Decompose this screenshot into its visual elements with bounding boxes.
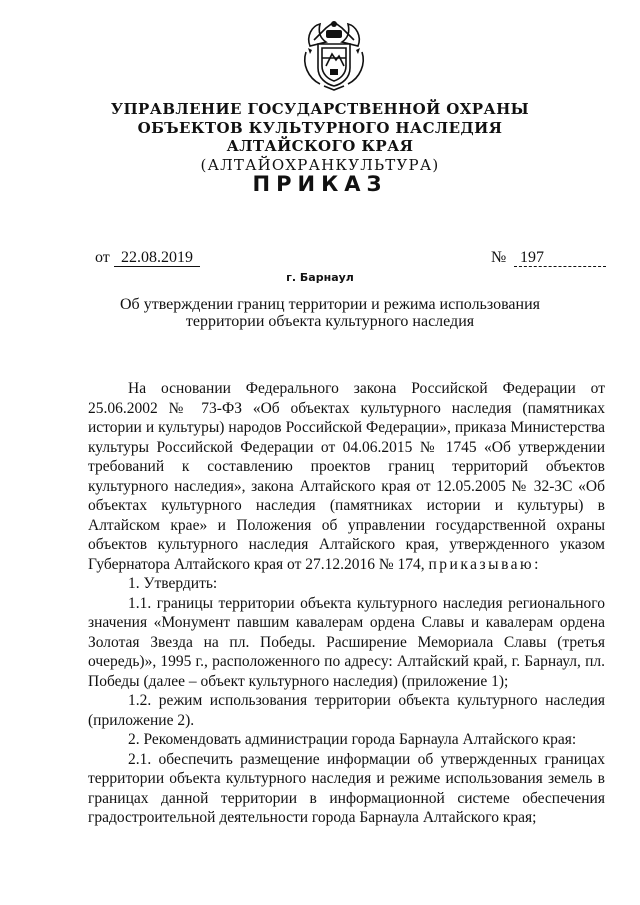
item-1-1: 1.1. границы территории объекта культурного наследия регионального значения «Монумент павшим кавалерам ордена Славы и кавалерам ордена Золотая Звезда на пл. Победы. Расширение Мемориала Славы (третья очередь)», 1995 г., расположенного по адресу: Алтайский край, г. Барнаул, пл. Победы (далее – объект культурного наследия) (приложение 1); [88, 594, 605, 690]
order-body [88, 379, 605, 828]
authority-short-name: (АЛТАЙОХРАНКУЛЬТУРА) [200, 155, 440, 174]
city-name: г. Барнаул [286, 271, 354, 284]
item-1: 1. Утвердить: [128, 575, 218, 592]
document-type-title: ПРИКАЗ [252, 172, 388, 196]
issuing-authority [0, 100, 640, 174]
number-label: № [491, 249, 507, 266]
item-2: 2. Рекомендовать администрации города Барнаула Алтайского края: [128, 731, 577, 748]
order-subject [80, 296, 580, 330]
preamble-paragraph [88, 379, 605, 574]
subject-line: Об утверждении границ территории и режима использования [120, 296, 540, 313]
subject-line: территории объекта культурного наследия [185, 313, 475, 330]
order-date: 22.08.2019 [114, 249, 200, 267]
coat-of-arms-emblem [296, 16, 372, 92]
item-2-1: 2.1. обеспечить размещение информации об утвержденных границах территории объекта культурного наследия и режиме использования земель в границах данной территории в информационной системе обеспечения градостроительной деятельности города Барнаула Алтайского края; [88, 750, 605, 826]
order-number: 197 [514, 249, 606, 267]
order-word: приказываю: [428, 555, 541, 573]
date-label: от [95, 249, 110, 266]
item-1-2: 1.2. режим использования территории объекта культурного наследия (приложение 2). [88, 692, 605, 729]
authority-line: ОБЪЕКТОВ КУЛЬТУРНОГО НАСЛЕДИЯ [137, 118, 503, 137]
authority-line: АЛТАЙСКОГО КРАЯ [226, 137, 414, 155]
preamble-text: На основании Федерального закона Российской Федерации от 25.06.2002 № 73-ФЗ «Об объектах культурного наследия (памятниках истории и культуры) народов Российской Федерации», приказа Министерства культуры Российской Федерации от 04.06.2015 № 1745 «Об утверждении требований к составлению проектов границ территорий объектов культурного наследия», закона Алтайского края от 12.05.2005 № 32-ЗС «Об объектах культурного наследия (памятниках истории и культуры) в Алтайском крае» и Положения об управлении государственной охраны объектов культурного наследия Алтайского края, утвержденного указом Губернатора Алтайского края от 27.12.2016 № 174, [88, 380, 605, 573]
authority-line: УПРАВЛЕНИЕ ГОСУДАРСТВЕННОЙ ОХРАНЫ [110, 100, 530, 118]
